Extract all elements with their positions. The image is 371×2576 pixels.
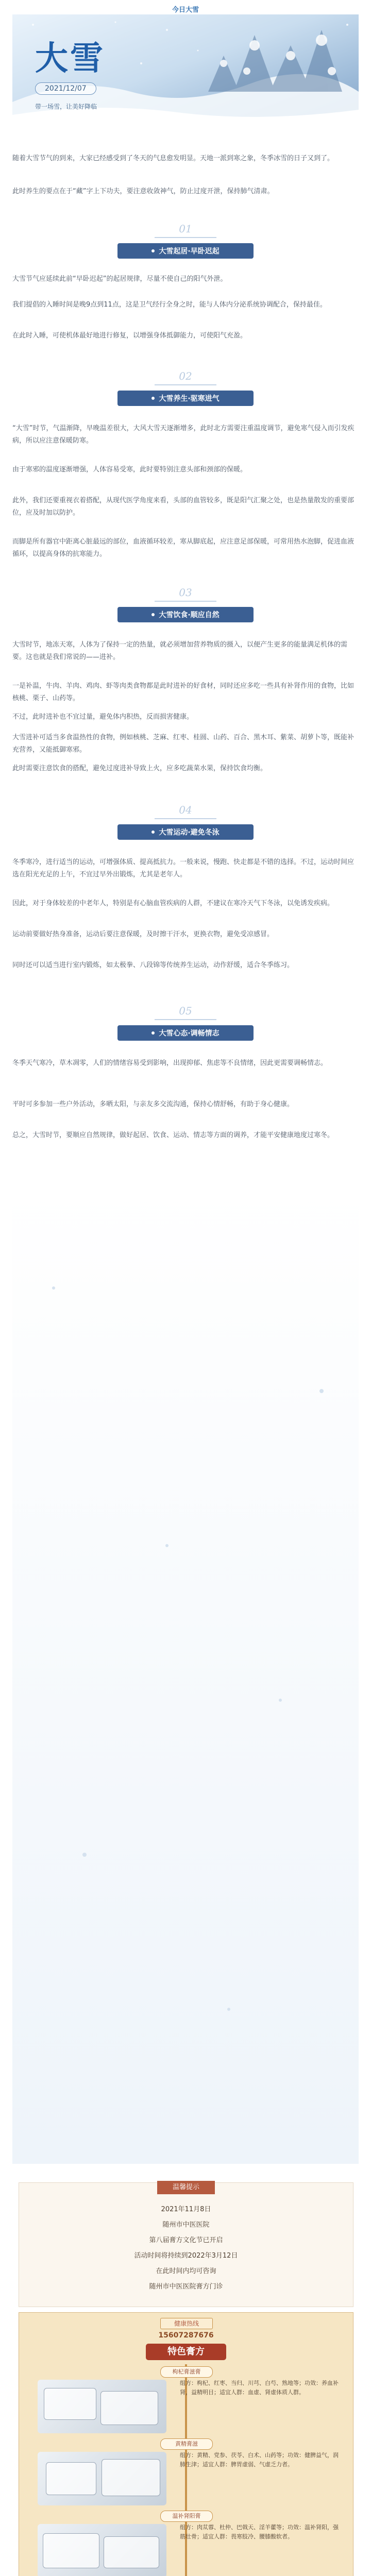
section-paragraph: 大雪进补可适当多食温热性的食物，例如核桃、芝麻、红枣、桂圆、山药、百合、黑木耳、紫菜、胡萝卜等，既能补充营养，又能抵御寒邪。 [12,734,355,754]
section-divider [155,384,216,385]
notice-box [19,2182,353,2307]
bullet-icon [151,613,155,616]
health-hotline-tag: 健康热线 [160,2318,213,2329]
bullet-icon [151,831,155,834]
hero-subtitle: 带一场雪，让美好降临 [35,103,97,110]
hero-banner [12,14,359,138]
section-divider [155,601,216,602]
section-paragraph: 因此，对于身体较差的中老年人，特别是有心脑血管疾病的人群，不建议在寒冷天气下冬泳，以免诱发疾病。 [12,900,334,907]
section-paragraph: 此时需要注意饮食的搭配，避免过度进补导致上火，应多吃蔬菜水果，保持饮食均衡。 [12,765,267,772]
section-paragraph: 大雪时节，地冻天寒，人体为了保持一定的热量，就必须增加营养物质的摄入，以便产生更多的能量满足机体的需要。这也就是我们常说的——进补。 [12,641,348,661]
notice-line: 随州市中医医院膏方门诊 [149,2283,223,2291]
gaofang-title: 特色膏方 [146,2344,226,2360]
section-heading [117,824,254,840]
section-number: 02 [179,370,192,382]
section-paragraph: 同时还可以适当进行室内锻炼，如太极拳、八段锦等传统养生运动，动作舒缓，适合冬季练习。 [12,961,294,969]
section-paragraph: 总之，大雪时节，要顺应自然规律，做好起居、饮食、运动、情志等方面的调养，才能平安健康地度过寒冬。 [12,1131,334,1139]
section-heading [117,1025,254,1041]
gaofang-name: 黄精膏滋 [160,2438,213,2450]
section-divider [155,818,216,819]
section-divider [155,237,216,238]
section-heading [117,607,254,622]
section-heading [117,391,254,406]
section-paragraph: 我们提倡的入睡时间是晚9点到11点，这是卫气经行全身之时，能与人体内分泌系统协调配合，保持最佳。 [12,301,327,309]
product-photo [38,2524,166,2576]
snow-background-decoration [12,1185,359,2164]
notice-line: 第八届膏方文化节已开启 [149,2236,223,2244]
notice-line: 2021年11月8日 [161,2206,211,2213]
intro-paragraph: 随着大雪节气的到来，大家已经感受到了冬天的气息愈发明显。天地一派到寒之象，冬季冰雪的日子又到了。 [12,155,334,162]
section-number: 01 [179,223,192,235]
section-paragraph: 冬季寒冷，进行适当的运动，可增强体质、提高抵抗力。一般来说，慢跑、快走都是不错的选择。不过，运动时间应选在阳光充足的上午，不宜过早外出锻炼，尤其是老年人。 [12,858,355,878]
section-number: 03 [179,586,192,599]
product-photo [38,2380,166,2433]
section-number: 05 [179,1005,192,1017]
section-paragraph: 运动前要做好热身准备，运动后要注意保暖，及时擦干汗水，更换衣物，避免受凉感冒。 [12,930,274,938]
section-paragraph: 一是补温，牛肉、羊肉、鸡肉、虾等肉类食物都是此时进补的好食材，同时还应多吃一些具有补肾作用的食物，比如核桃、栗子、山药等。 [12,682,355,702]
notice-line: 活动时间将持续到2022年3月12日 [134,2252,238,2260]
section-paragraph: 不过，此时进补也不宜过量，避免体内积热，反而损害健康。 [12,713,194,721]
section-paragraph: 在此时入睡，可使机体最好地进行修复，以增强身体抵御能力，可使阳气充盈。 [12,332,247,340]
intro-paragraph: 此时养生的要点在于“藏”字上下功夫，要注意收敛神气，防止过度开泄，保持肺气清肃。 [12,188,274,195]
bullet-icon [151,1031,155,1035]
section-title: 大雪起居·早卧迟起 [159,247,220,256]
section-paragraph: 由于寒邪的温度逐渐增强，人体容易受寒，此时要特别注意头部和颈部的保暖。 [12,466,247,473]
hero-date: 2021/12/07 [35,82,96,95]
section-number: 04 [179,804,192,816]
notice-line: 在此时间内均可咨询 [156,2267,216,2275]
gaofang-name: 温补肾阳膏 [160,2511,213,2522]
hero-title: 大雪 [35,40,105,78]
section-paragraph: “大雪”时节，气温渐降，早晚温差很大，大风大雪天逐渐增多，此时北方需要注重温度调节，避免寒气侵入而引发疾病，所以应注意保暖防寒。 [12,425,355,445]
gaofang-description: 组方：肉苁蓉、杜仲、巴戟天、淫羊藿等；功效：温补肾阳，强筋壮骨；适宜人群：畏寒肢冷、腰膝酸软者。 [180,2524,339,2540]
gaofang-panel [19,2312,353,2576]
hotline-phone[interactable]: 15607287676 [158,2331,214,2340]
section-divider [155,1019,216,1020]
header-label: 今日大雪 [172,6,199,14]
gaofang-name: 枸杞膏滋膏 [160,2366,213,2378]
section-paragraph: 平时可多参加一些户外活动，多晒太阳，与亲友多交流沟通，保持心情舒畅，有助于身心健康。 [12,1100,294,1108]
section-paragraph: 此外，我们还要重视衣着搭配，从现代医学角度来看，头部的血管较多，既是阳气汇聚之处，也是热量散发的重要部位，应及时加以防护。 [12,497,355,517]
section-paragraph: 大雪节气应延续此前“早卧迟起”的起居规律，尽量不使自己的阳气外泄。 [12,275,227,283]
gaofang-description: 组方：枸杞、红枣、当归、川芎、白芍、熟地等；功效：养血补肾，益精明目；适宜人群：血虚、肾虚体质人群。 [180,2380,339,2396]
notice-heading: 温馨提示 [157,2181,215,2194]
section-title: 大雪运动·避免冬泳 [159,828,220,837]
gaofang-description: 组方：黄精、党参、茯苓、白术、山药等；功效：健脾益气，润肺生津；适宜人群：脾胃虚弱、气虚乏力者。 [180,2452,339,2468]
section-title: 大雪养生·驱寒进气 [159,395,220,403]
product-photo [38,2452,166,2505]
section-heading [117,243,254,259]
section-title: 大雪心态·调畅情志 [159,1029,220,1038]
bullet-icon [151,397,155,400]
notice-line: 随州市中医医院 [162,2221,210,2229]
section-paragraph: 而脚是所有器官中距离心脏最远的部位，血液循环较差，寒从脚底起，应注意足部保暖，可常用热水泡脚，促进血液循环，以提高身体的抗寒能力。 [12,538,355,558]
section-title: 大雪饮食·顺应自然 [159,611,220,619]
section-paragraph: 冬季天气寒冷，草木凋零，人们的情绪容易受到影响，出现抑郁、焦虑等不良情绪，因此更需要调畅情志。 [12,1059,328,1067]
bullet-icon [151,249,155,252]
